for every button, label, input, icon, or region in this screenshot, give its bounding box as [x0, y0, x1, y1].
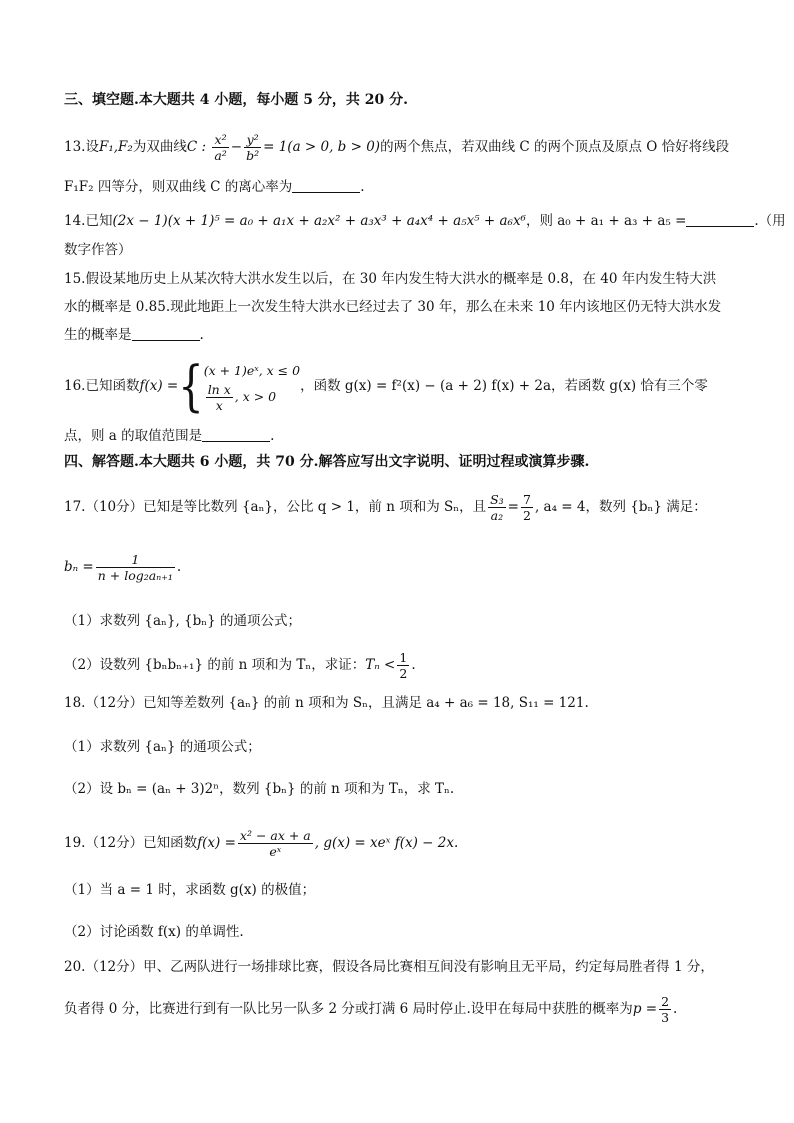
q13-fraction-y: $\frac{\text{y²}}{\text{b²}}$	[246, 132, 260, 163]
q13-minus: −	[230, 139, 243, 155]
answer-blank[interactable]	[686, 212, 754, 227]
question-18-line-1: 18.（12分）已知等差数列 {aₙ} 的前 n 项和为 Sₙ，且满足 a₄ + a₆ = 18, S₁₁ = 121.	[64, 695, 589, 711]
question-13-line-2: F₁F₂ 四等分，则双曲线 C 的离心率为 .	[64, 179, 365, 195]
q14-text: 14.已知	[64, 213, 113, 229]
q20-probability: $\frac{2}{3}$	[661, 994, 670, 1025]
answer-blank[interactable]	[202, 427, 270, 442]
question-13-line-1	[64, 132, 734, 163]
answer-blank[interactable]	[292, 178, 360, 193]
q13-fraction-x: $\frac{\text{x²}}{\text{a²}}$	[214, 132, 227, 163]
q19-fraction: $\frac{\text{x² − ax + a}}{\text{eˣ}}$	[239, 828, 311, 859]
question-18-part-1: （1）求数列 {aₙ} 的通项公式；	[64, 739, 261, 755]
q13-text: 为双曲线	[132, 139, 187, 155]
question-16-line-1: 16.已知函数f(x) ={ (x + 1)eˣ, x ≤ 0 $\frac{\text{ln x}}{x}$ , x > 0 ，函数 g(x) = f²(x) − (a + 2) f(x) + 2a，若函数 g(x) 恰有三个零	[64, 355, 708, 418]
q17-bn-fraction: $\frac{1}{\text{n + log₂aₙ₊₁}}$	[97, 552, 173, 583]
question-19-line-1: 19.（12分）已知函数f(x) = $\frac{\text{x² − ax + a}}{\text{eˣ}}$ , g(x) = xeˣ f(x) − 2x.	[64, 828, 459, 859]
question-14-line-1: 14.已知(2x − 1)(x + 1)⁵ = a₀ + a₁x + a₂x² + a₃x³ + a₄x⁴ + a₅x⁵ + a₆x⁶，则 a₀ + a₁ + a₃ + a₅ = .（用	[64, 213, 786, 229]
question-16-line-2: 点，则 a 的取值范围是 .	[64, 428, 275, 444]
question-17-bn-definition: bₙ = $\frac{1}{\text{n + log₂aₙ₊₁}}$ .	[64, 552, 182, 583]
q13-curve: C :	[186, 139, 211, 155]
section-4-heading: 四、解答题.本大题共 6 小题，共 70 分.解答应写出文字说明、证明过程或演算步骤.	[64, 454, 590, 470]
question-15-line-3: 生的概率是 .	[64, 327, 204, 343]
question-17-part-2: （2）设数列 {bₙbₙ₊₁} 的前 n 项和为 Tₙ，求证：Tₙ < $\frac{1}{2}$ .	[64, 650, 416, 681]
question-15-line-2: 水的概率是 0.85.现此地距上一次发生特大洪水已经过去了 30 年，那么在未来 10 年内该地区仍无特大洪水发	[64, 299, 722, 315]
piecewise-brace: {	[178, 355, 204, 418]
q16-function-f: f(x) =	[139, 378, 179, 394]
question-14-line-2: 数字作答）	[64, 242, 132, 258]
question-17-line-1: 17.（10分）已知是等比数列 {aₙ}，公比 q > 1，前 n 项和为 Sₙ，且 $\frac{\text{S₃}}{\text{a₂}}$ = $\frac{7}{2}$ , a₄ = 4，数列 {bₙ} 满足：	[64, 492, 707, 523]
q16-piecewise: (x + 1)eˣ, x ≤ 0 $\frac{\text{ln x}}{x}$ , x > 0	[203, 363, 301, 413]
section-3-heading: 三、填空题.本大题共 4 小题，每小题 5 分，共 20 分.	[64, 92, 408, 108]
question-20-line-2: 负者得 0 分，比赛进行到有一队比另一队多 2 分或打满 6 局时停止.设甲在每局中获胜的概率为p = $\frac{2}{3}$ .	[64, 994, 678, 1025]
q13-text: 的两个焦点，若双曲线 C 的两个顶点及原点 O 恰好将线段	[380, 139, 730, 155]
question-18-part-2: （2）设 bₙ = (aₙ + 3)2ⁿ，数列 {bₙ} 的前 n 项和为 Tₙ，求 Tₙ.	[64, 781, 455, 797]
q14-text: ，则 a₀ + a₁ + a₃ + a₅ =	[525, 213, 687, 229]
question-19-part-2: （2）讨论函数 f(x) 的单调性.	[64, 924, 244, 940]
question-20-line-1: 20.（12分）甲、乙两队进行一场排球比赛，假设各局比赛相互间没有影响且无平局，约定每局胜者得 1 分，	[64, 959, 714, 975]
q13-equation-tail: = 1(a > 0, b > 0)	[263, 139, 381, 155]
q13-text: F₁F₂ 四等分，则双曲线 C 的离心率为	[64, 179, 293, 195]
q17-ratio: $\frac{\text{S₃}}{\text{a₂}}$	[490, 492, 504, 523]
answer-blank[interactable]	[132, 326, 200, 341]
q13-foci: F₁,F₂	[98, 139, 133, 155]
q17-ratio-value: $\frac{7}{2}$	[522, 492, 531, 523]
q17-half: $\frac{1}{2}$	[399, 650, 408, 681]
q14-expansion: (2x − 1)(x + 1)⁵ = a₀ + a₁x + a₂x² + a₃x³ + a₄x⁴ + a₅x⁵ + a₆x⁶	[112, 213, 526, 229]
question-19-part-1: （1）当 a = 1 时，求函数 g(x) 的极值；	[64, 882, 316, 898]
q13-text: 13.设	[64, 139, 99, 155]
question-17-part-1: （1）求数列 {aₙ}, {bₙ} 的通项公式；	[64, 613, 301, 629]
question-15-line-1: 15.假设某地历史上从某次特大洪水发生以后，在 30 年内发生特大洪水的概率是 0.8，在 40 年内发生特大洪	[64, 271, 717, 287]
